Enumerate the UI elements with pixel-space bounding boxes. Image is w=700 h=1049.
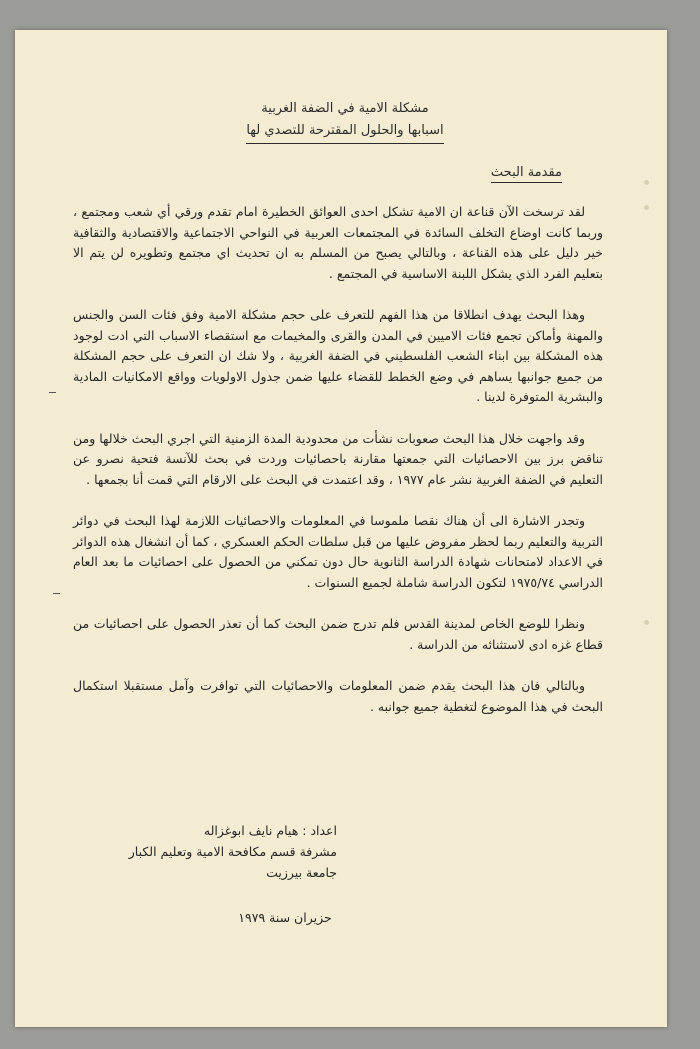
document-header bbox=[165, 98, 525, 144]
margin-mark bbox=[49, 392, 56, 393]
punch-hole bbox=[644, 620, 649, 625]
paragraph: وتجدر الاشارة الى أن هناك نقصا ملموسا في المعلومات والاحصائيات اللازمة لهذا البحث في دوائر التربية والتعليم ربما لحظر مفروض عليها من قبل سلطات الحكم العسكري ، كما أن انشغال هذه الدوائر في الاعداد لامتحانات شهادة الدراسة الثانوية حال دون تمكني من الحصول على احصائيات ما بعد العام الدراسي ١٩٧٥/٧٤ لتكون الدراسة شاملة لجميع السنوات . bbox=[73, 513, 603, 590]
punch-hole bbox=[644, 205, 649, 210]
paragraph: وقد واجهت خلال هذا البحث صعوبات نشأت من محدودية المدة الزمنية التي اجري البحث خلالها ومن تناقض برز بين الاحصائيات التي جمعتها مقارنة باحصائيات وردت في بحث للآنسة فتحية نصرو عن التعليم في الضفة الغربية نشر عام ١٩٧٧ ، وقد اعتمدت في البحث على الارقام التي قمت أنا بجمعها . bbox=[73, 430, 603, 487]
paragraph: لقد ترسخت الآن قناعة ان الامية تشكل احدى العوائق الخطيرة امام تقدم ورقي أي شعب ومجتمع ، وربما كانت اوضاع التخلف السائدة في المجتمعات العربية في النواحي الاجتماعية والاقتصادية والثقافية خير دليل على هذه القناعة ، وبالتالي يصبح من المسلم به ان تحديث اي مجتمع وتطويره لن يتم الا بتعليم الفرد الذي يشكل اللبنة الاساسية في المجتمع . bbox=[73, 204, 603, 281]
header-subtitle: اسبابها والحلول المقترحة للتصدي لها bbox=[246, 120, 443, 144]
author-institution: جامعة بيرزيت bbox=[266, 865, 337, 880]
signature-block bbox=[87, 820, 337, 883]
section-title: مقدمة البحث bbox=[491, 164, 562, 183]
punch-hole bbox=[644, 180, 649, 185]
document-date: حزيران سنة ١٩٧٩ bbox=[238, 910, 332, 925]
paragraph: وهذا البحث يهدف انطلاقا من هذا الفهم للتعرف على حجم مشكلة الامية وفق فئات السن والجنس والمهنة وأماكن تجمع فئات الاميين في المدن والقرى والمخيمات مع استقصاء الاسباب التي ادت لوجود هذه المشكلة بين ابناء الشعب الفلسطيني في الضفة الغربية ، ولا شك ان التعرف على حجم المشكلة من جميع جوانبها يساهم في وضع الخطط للقضاء عليها ضمن جدول الاولويات وواقع الامكانيات المادية والبشرية المتوفرة لدينا . bbox=[73, 307, 603, 404]
author-name: اعداد : هيام نايف ابوغزاله bbox=[203, 823, 337, 838]
header-title: مشكلة الامية في الضفة الغربية bbox=[261, 101, 429, 116]
margin-mark bbox=[53, 593, 60, 594]
author-position: مشرفة قسم مكافحة الامية وتعليم الكبار bbox=[128, 844, 337, 859]
body-text bbox=[73, 202, 603, 738]
paragraph: وبالتالي فان هذا البحث يقدم ضمن المعلومات والاحصائيات التي توافرت وآمل مستقبلا استكمال البحث في هذا الموضوع لتغطية جميع جوانبه . bbox=[73, 678, 603, 714]
paragraph: ونظرا للوضع الخاص لمدينة القدس فلم تدرج ضمن البحث كما أن تعذر الحصول على احصائيات من قطاع غزه ادى لاستثنائه من الدراسة . bbox=[73, 616, 603, 652]
document-page bbox=[15, 30, 667, 1027]
